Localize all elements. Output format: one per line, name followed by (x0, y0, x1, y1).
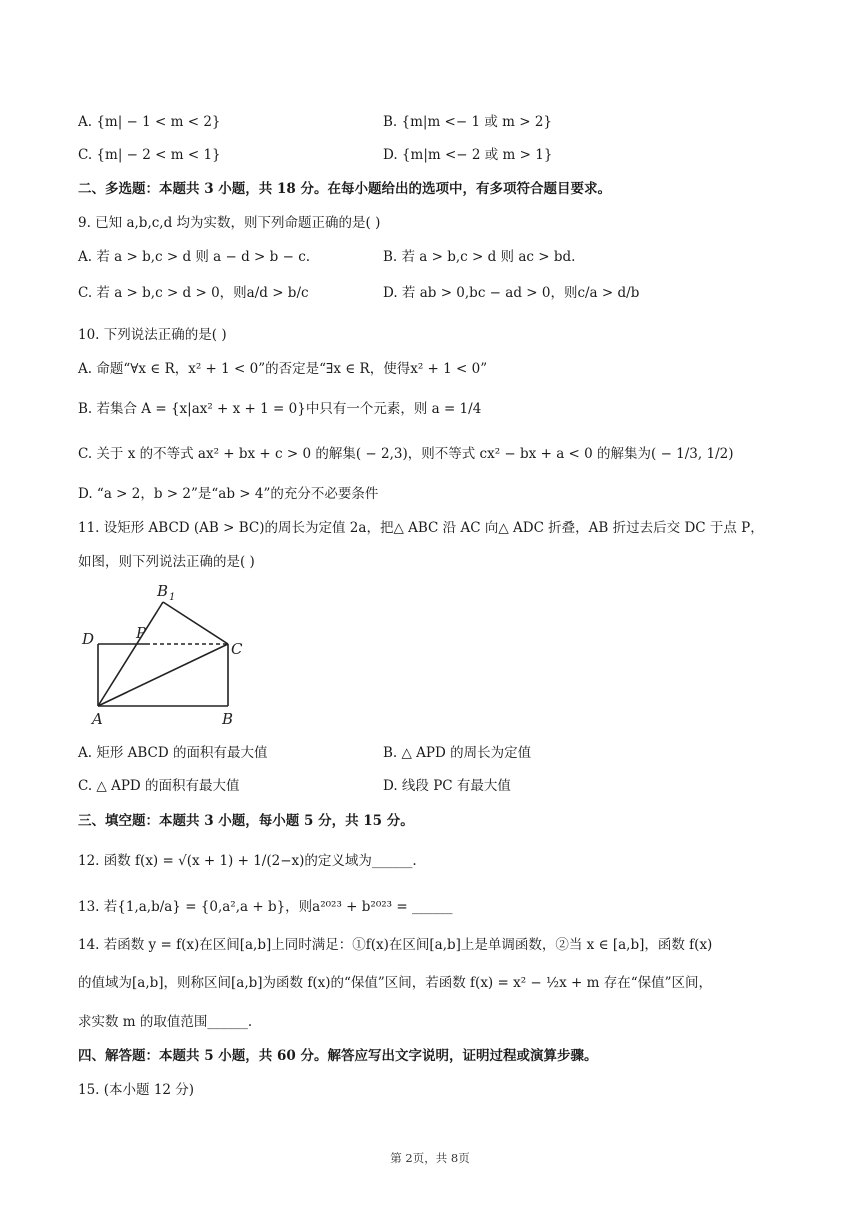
q8-option-a: A. {m| − 1 < m < 2} (78, 114, 221, 130)
q10-option-d: D. “a > 2，b > 2”是“ab > 4”的充分不必要条件 (78, 486, 379, 502)
q9-option-c: C. 若 a > b,c > d > 0，则a/d > b/c (78, 285, 309, 301)
q12: 12. 函数 f(x) = √(x + 1) + 1/(2−x)的定义域为______. (78, 853, 417, 869)
q14-line2: 的值域为[a,b]，则称区间[a,b]为函数 f(x)的“保值”区间，若函数 f(x) = x² − ½x + m 存在“保值”区间， (78, 975, 713, 991)
q8-option-d: D. {m|m <− 2 或 m > 1} (383, 147, 553, 163)
q9-option-b: B. 若 a > b,c > d 则 ac > bd. (383, 249, 576, 265)
q13: 13. 若{1,a,b/a} = {0,a²,a + b}，则a²⁰²³ + b²⁰²³ = ______ (78, 899, 453, 915)
q11-option-d: D. 线段 PC 有最大值 (383, 778, 511, 794)
q14-line3: 求实数 m 的取值范围______. (78, 1014, 253, 1030)
q15-stem: 15. (本小题 12 分) (78, 1082, 195, 1098)
q9-option-d: D. 若 ab > 0,bc − ad > 0，则c/a > d/b (383, 285, 640, 301)
q11-option-c: C. △ APD 的面积有最大值 (78, 778, 240, 794)
q10-option-c: C. 关于 x 的不等式 ax² + bx + c > 0 的解集( − 2,3)，则不等式 cx² − bx + a < 0 的解集为( − 1/3, 1/2) (78, 446, 734, 462)
label-p: P (136, 624, 147, 642)
q9-option-a: A. 若 a > b,c > d 则 a − d > b − c. (78, 249, 311, 265)
q10-stem: 10. 下列说法正确的是( ) (78, 327, 227, 343)
section-heading-multiple-choice: 二、多选题：本题共 3 小题，共 18 分。在每小题给出的选项中，有多项符合题目要求。 (78, 181, 611, 197)
label-d: D (82, 630, 95, 648)
q8-option-b: B. {m|m <− 1 或 m > 2} (383, 114, 552, 130)
label-c: C (231, 640, 243, 658)
section-heading-solutions: 四、解答题：本题共 5 小题，共 60 分。解答应写出文字说明，证明过程或演算步骤。 (78, 1048, 598, 1064)
q11-stem-line1: 11. 设矩形 ABCD (AB > BC)的周长为定值 2a，把△ ABC 沿 AC 向△ ADC 折叠，AB 折过去后交 DC 于点 P， (78, 520, 764, 536)
q8-option-c: C. {m| − 2 < m < 1} (78, 147, 221, 163)
label-b1-subscript: 1 (169, 592, 176, 603)
q9-stem: 9. 已知 a,b,c,d 均为实数，则下列命题正确的是( ) (78, 215, 381, 231)
segment-b1c (163, 602, 228, 644)
q14-line1: 14. 若函数 y = f(x)在区间[a,b]上同时满足：①f(x)在区间[a,b]上是单调函数，②当 x ∈ [a,b]，函数 f(x) (78, 937, 713, 953)
q10-option-b: B. 若集合 A = {x|ax² + x + 1 = 0}中只有一个元素，则 a = 1/4 (78, 401, 482, 417)
label-b1: B (157, 582, 169, 600)
q11-stem-line2: 如图，则下列说法正确的是( ) (78, 554, 255, 570)
q11-geometry-figure (78, 578, 258, 730)
q11-option-b: B. △ APD 的周长为定值 (383, 745, 532, 761)
q10-option-a: A. 命题“∀x ∈ R，x² + 1 < 0”的否定是“∃x ∈ R，使得x² + 1 < 0” (78, 361, 488, 377)
label-a: A (92, 710, 103, 728)
label-b: B (222, 710, 234, 728)
q11-option-a: A. 矩形 ABCD 的面积有最大值 (78, 745, 268, 761)
section-heading-fill-in: 三、填空题：本题共 3 小题，每小题 5 分，共 15 分。 (78, 813, 414, 829)
page-footer: 第 2页，共 8页 (390, 1151, 470, 1165)
